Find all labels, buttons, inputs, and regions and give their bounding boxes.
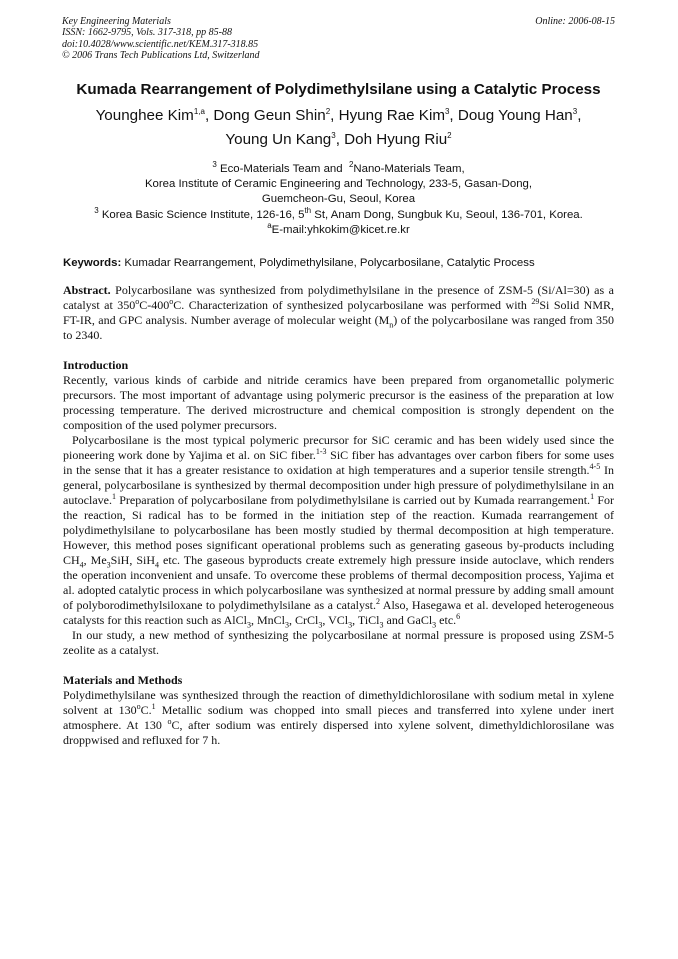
email-address: $^a$E-mail:yhkokim@kicet.re.kr	[267, 221, 410, 236]
author: Doh Hyung Riu$^2$	[344, 130, 452, 148]
author: Younghee Kim$^{1,a}$	[95, 106, 205, 124]
journal-doi: doi:10.4028/www.scientific.net/KEM.317-318.85	[62, 38, 259, 50]
abstract: Abstract. Polycarbosilane was synthesized from polydimethylsilane in the presence of ZSM-5 (Si/Al=30) as a catalyst at 350$^o$C-400$^o$C. Characterization of synthesized polycarbosilane was performed with $^{29}$Si Solid NMR, FT-IR, and GPC analysis. Number average of molecular weight $(M_n)$ of the polycarbosilane was ranged from 350 to 2340.	[63, 283, 615, 343]
paragraph: Polycarbosilane is the most typical polymeric precursor for SiC ceramic and has been widely used since the pioneering work done by Yajima et al. on SiC fiber.$^{1-3}$ SiC fiber has advantages over carbon fibers for some uses in the sense that it has a greater resistance to oxidation at high temperatures and a superior tensile strength.$^{4-5}$ In general, polycarbosilane is synthesized by thermal decomposition under high pressure of polydimethylsilane in an autoclave.$^1$ Preparation of polycarbosilane from polydimethylsilane is carried out by Kumada rearrangement.$^1$ For the reaction, Si radical has to be formed in the initiation step of the reaction. Kumada rearrangement of polydimethylsilane to polycarbosilane has been mostly studied by thermal decomposition at high temperature. However, this method poses significant operational problems such as generating gaseous by-products including $CH_4$, $Me_3SiH$, SiH$_4$ etc. The gaseous byproducts create extremely high pressure inside autoclave, which renders the operation inconvenient and unsafe. To overcome these problems of thermal decomposition process, Yajima et al. adopted catalytic process in which polycarbosilane was synthesized at normal pressure by adding small amount of polyborodimethylsiloxane to polydimethylsilane as a catalyst.$^2$ Also, Hasegawa et al. developed heterogeneous catalysts for this reaction such as AlCl$_3$, MnCl$_3$, CrCl$_3$, VCl$_3$, TiCl$_3$ and GaCl$_3$ etc.$^6$	[63, 433, 614, 630]
paragraph: Polydimethylsilane was synthesized through the reaction of dimethyldichlorosilane with sodium metal in xylene solvent at 130$^o$C.$^1$ Metallic sodium was chopped into small pieces and transferred into xylene under inert atmosphere. At 130 $^o$C, after sodium was entirely dispersed into xylene solvent, dimethyldichlorosilane was droppwised and refluxed for 7 h.	[63, 688, 615, 748]
journal-meta	[62, 16, 260, 61]
journal-name: Key Engineering Materials	[62, 16, 171, 27]
introduction-body	[63, 373, 614, 658]
author-list: Younghee Kim$^{1,a}$, Dong Geun Shin$^2$, Hyung Rae Kim$^3$, Doug Young Han$^3$, Young Un Kang$^3$, Doh Hyung Riu$^2$	[95, 106, 582, 148]
paper-title: Kumada Rearrangement of Polydimethylsilane using a Catalytic Process	[76, 81, 601, 98]
section-heading-introduction: Introduction	[63, 358, 129, 373]
author: Dong Geun Shin$^2$	[213, 106, 331, 124]
paragraph: In our study, a new method of synthesizing the polycarbosilane at normal pressure is proposed using ZSM-5 zeolite as a catalyst.	[63, 628, 614, 658]
section-heading-methods: Materials and Methods	[63, 673, 183, 688]
keywords: Keywords: Kumadar Rearrangement, Polydimethylsilane, Polycarbosilane, Catalytic Process	[63, 257, 535, 270]
online-date: Online: 2006-08-15	[535, 16, 615, 27]
paragraph: Recently, various kinds of carbide and nitride ceramics have been prepared from organometallic polymeric precursors. The most important of advantage using polymeric precursor is the easiness of the preparation at low processing temperature. The derived microstructure and chemical composition is strongly dependent on the composition of the used polymer precursors.	[63, 373, 614, 433]
author: Young Un Kang$^3$	[225, 130, 336, 148]
author: Hyung Rae Kim$^3$	[338, 106, 450, 124]
affiliations: $^3$ Eco-Materials Team and $^2$Nano-Materials Team, Korea Institute of Ceramic Engineering and Technology, 233-5, Gasan-Dong, Guemcheon-Gu, Seoul, Korea $^3$ Korea Basic Science Institute, 126-16, 5th St, Anam Dong, Sungbuk Ku, Seoul, 136-701, Korea. $^a$E-mail:yhkokim@kicet.re.kr	[63, 162, 614, 238]
journal-copyright: © 2006 Trans Tech Publications Ltd, Switzerland	[62, 49, 260, 61]
journal-issn: ISSN: 1662-9795, Vols. 317-318, pp 85-88	[62, 27, 232, 39]
author: Doug Young Han$^3$	[457, 106, 578, 124]
